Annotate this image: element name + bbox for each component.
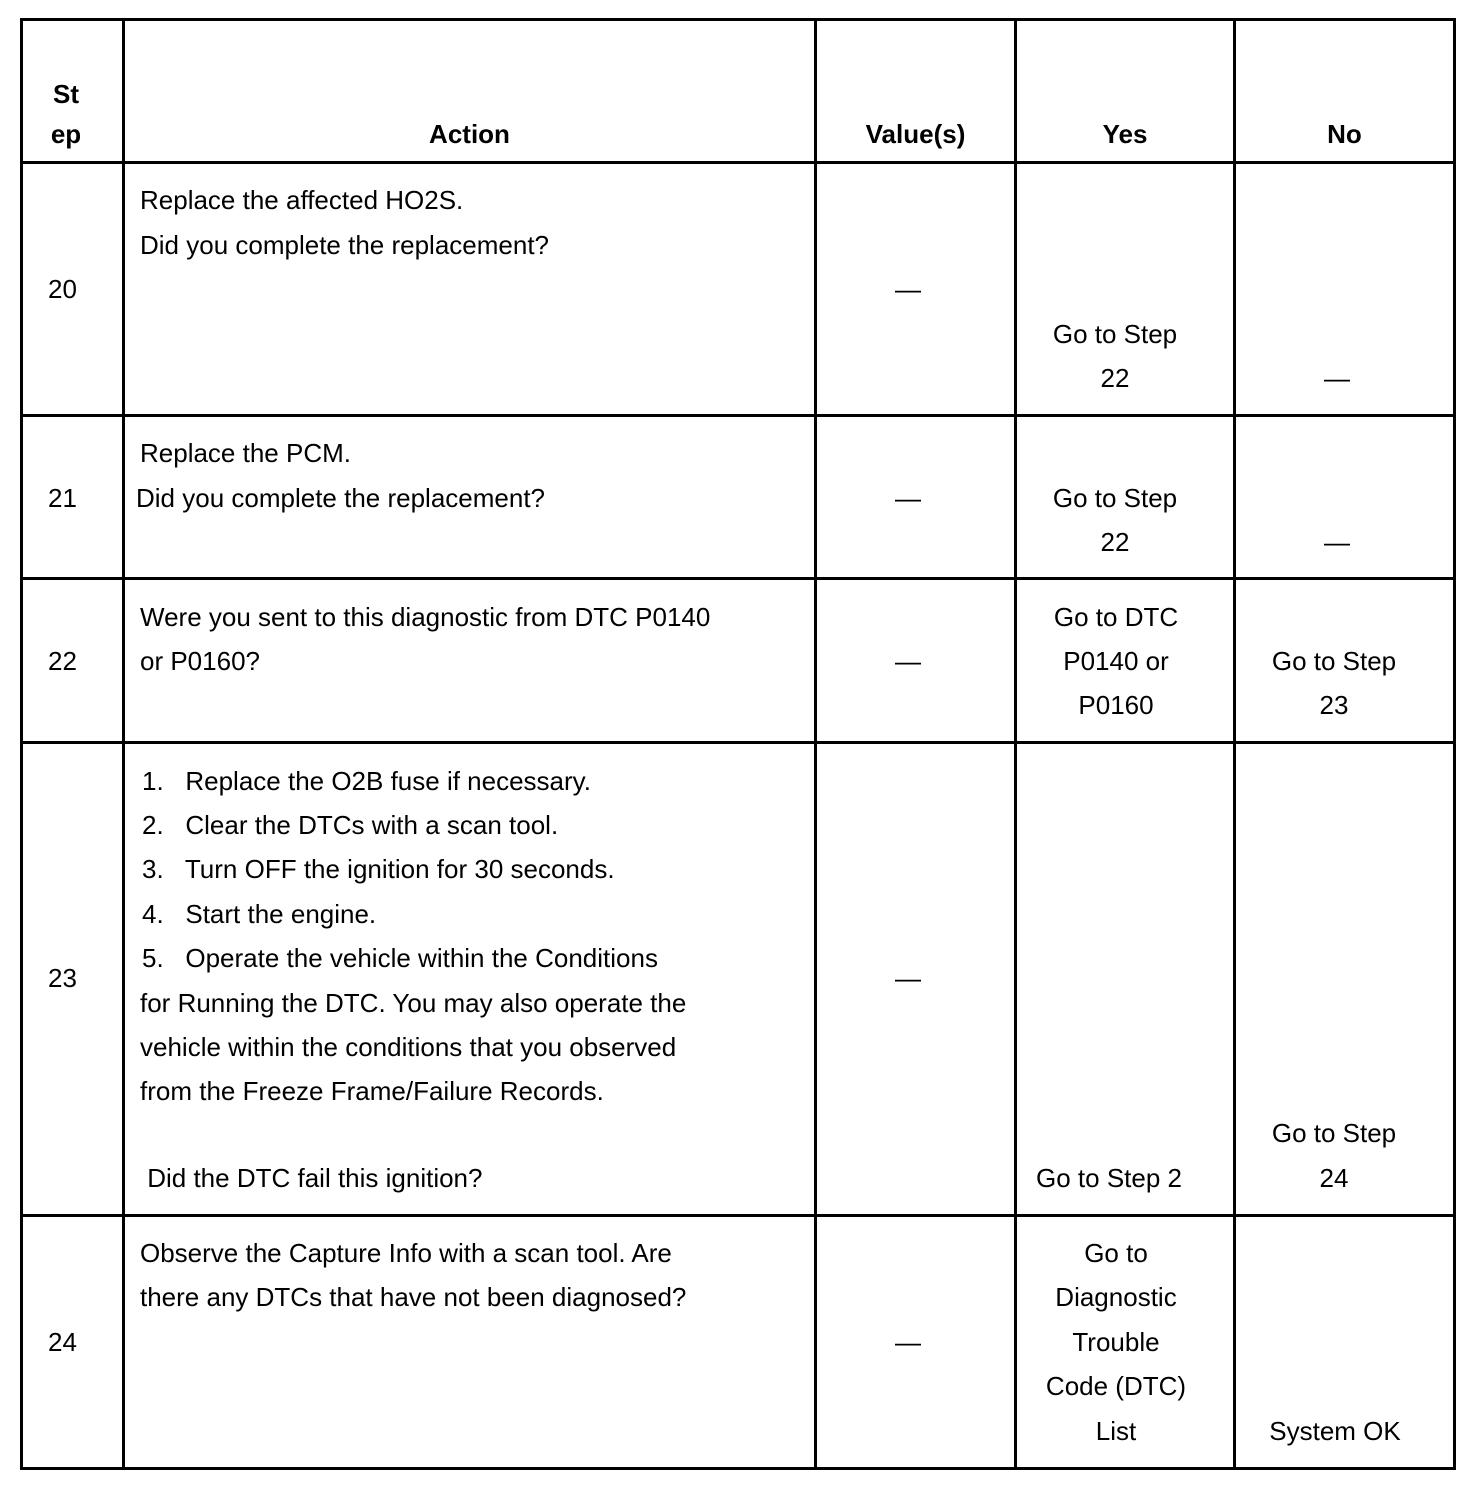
- table-border-top: [20, 18, 1456, 21]
- no-line: Go to Step: [1271, 1118, 1397, 1148]
- column-divider-action: [814, 18, 817, 1470]
- yes-line: Go to Step 2: [1036, 1163, 1182, 1193]
- column-divider-yes: [1233, 18, 1236, 1470]
- step-number: 20: [48, 274, 77, 304]
- value-dash: —: [895, 483, 921, 513]
- table-border-bottom: [20, 1467, 1456, 1470]
- header-action: Action: [429, 119, 510, 149]
- no-line: System OK: [1269, 1416, 1401, 1446]
- action-line: 1. Replace the O2B fuse if necessary.: [142, 766, 591, 796]
- diagnostic-table: [20, 18, 1456, 1470]
- action-line: for Running the DTC. You may also operate the: [140, 988, 687, 1018]
- step-number: 21: [48, 483, 77, 513]
- action-line: Did the DTC fail this ignition?: [140, 1163, 483, 1193]
- action-line: Did you complete the replacement?: [136, 483, 546, 513]
- yes-line: Go to Step: [1052, 483, 1178, 513]
- yes-line: List: [1095, 1416, 1137, 1446]
- no-line: 23: [1319, 690, 1349, 720]
- table-border-right: [1453, 18, 1456, 1470]
- no-line: —: [1324, 363, 1350, 393]
- action-line: 3. Turn OFF the ignition for 30 seconds.: [142, 854, 615, 884]
- no-line: 24: [1319, 1163, 1349, 1193]
- action-line: Replace the PCM.: [140, 438, 351, 468]
- action-line: Observe the Capture Info with a scan tool. Are: [140, 1238, 672, 1268]
- action-line: vehicle within the conditions that you observed: [140, 1032, 677, 1062]
- action-line: 4. Start the engine.: [142, 899, 377, 929]
- yes-line: P0140 or: [1063, 646, 1169, 676]
- row-divider-20: [20, 414, 1456, 417]
- action-line: Were you sent to this diagnostic from DTC P0140: [140, 602, 711, 632]
- yes-line: Diagnostic: [1055, 1282, 1177, 1312]
- column-divider-step: [122, 18, 125, 1470]
- action-line: Did you complete the replacement?: [140, 230, 550, 260]
- yes-line: Go to DTC: [1053, 602, 1179, 632]
- step-number: 24: [48, 1327, 77, 1357]
- action-line: Replace the affected HO2S.: [140, 185, 464, 215]
- action-line: from the Freeze Frame/Failure Records.: [140, 1076, 604, 1106]
- yes-line: 22: [1100, 363, 1130, 393]
- yes-line: Go to Step: [1052, 319, 1178, 349]
- yes-line: Trouble: [1072, 1327, 1160, 1357]
- value-dash: —: [895, 646, 921, 676]
- yes-line: Go to: [1084, 1238, 1148, 1268]
- header-yes: Yes: [1102, 119, 1148, 149]
- header-step: St ep: [50, 79, 82, 149]
- no-line: —: [1324, 527, 1350, 557]
- header-values: Value(s): [865, 119, 966, 149]
- action-line: there any DTCs that have not been diagnosed?: [140, 1282, 687, 1312]
- action-line: 5. Operate the vehicle within the Conditions: [142, 943, 658, 973]
- yes-line: P0160: [1078, 690, 1154, 720]
- row-divider-22: [20, 741, 1456, 744]
- step-number: 23: [48, 963, 77, 993]
- value-dash: —: [895, 274, 921, 304]
- value-dash: —: [895, 1327, 921, 1357]
- yes-line: 22: [1100, 527, 1130, 557]
- header-no: No: [1327, 119, 1362, 149]
- table-border-left: [20, 18, 23, 1470]
- no-line: Go to Step: [1271, 646, 1397, 676]
- header-divider: [20, 161, 1456, 164]
- yes-line: Code (DTC): [1045, 1371, 1187, 1401]
- row-divider-23: [20, 1214, 1456, 1217]
- action-line: 2. Clear the DTCs with a scan tool.: [142, 810, 559, 840]
- value-dash: —: [895, 963, 921, 993]
- step-number: 22: [48, 646, 77, 676]
- row-divider-21: [20, 577, 1456, 580]
- action-line: or P0160?: [140, 646, 260, 676]
